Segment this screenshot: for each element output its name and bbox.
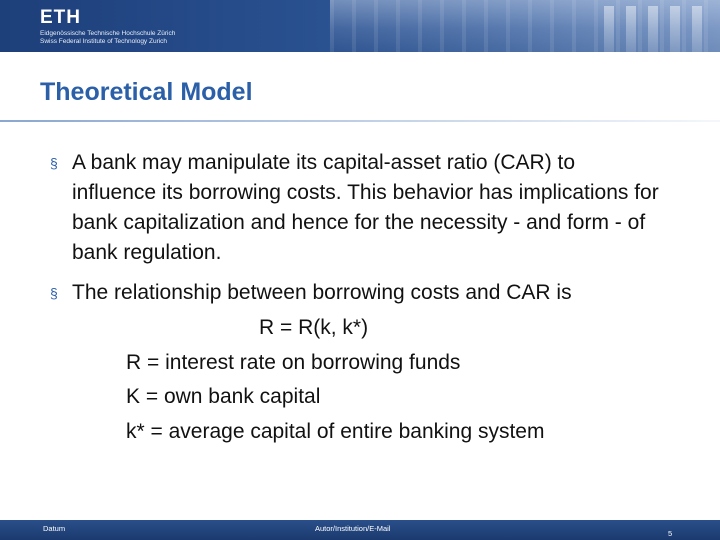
footer-band xyxy=(0,520,720,540)
formula-definition-kstar: k* = average capital of entire banking system xyxy=(126,420,545,443)
institution-name-en: Swiss Federal Institute of Technology Zurich xyxy=(40,38,168,45)
formula-equation: R = R(k, k*) xyxy=(259,316,369,339)
title-divider xyxy=(0,120,720,122)
header-band xyxy=(0,0,720,52)
slide-title: Theoretical Model xyxy=(40,78,253,106)
formula-definition-k: K = own bank capital xyxy=(126,385,321,408)
bullet-item xyxy=(50,278,660,308)
bullet-text: A bank may manipulate its capital-asset ratio (CAR) to influence its borrowing costs. This behavior has implications for bank capitalization and hence for the necessity - and form - of bank regulation. xyxy=(72,151,659,264)
footer-date: Datum xyxy=(43,524,66,533)
bullet-text: The relationship between borrowing costs and CAR is xyxy=(72,281,572,304)
eth-logo: ETH xyxy=(40,7,81,28)
bullet-item xyxy=(50,148,660,272)
bullet-marker-icon: § xyxy=(50,285,58,301)
page-number: 5 xyxy=(668,529,673,538)
footer-author: Autor/Institution/E-Mail xyxy=(315,524,391,533)
bullet-marker-icon: § xyxy=(50,155,58,171)
institution-name-de: Eidgenössische Technische Hochschule Zürich xyxy=(40,30,176,37)
header-building-columns xyxy=(600,6,710,52)
formula-definition-r: R = interest rate on borrowing funds xyxy=(126,351,461,374)
